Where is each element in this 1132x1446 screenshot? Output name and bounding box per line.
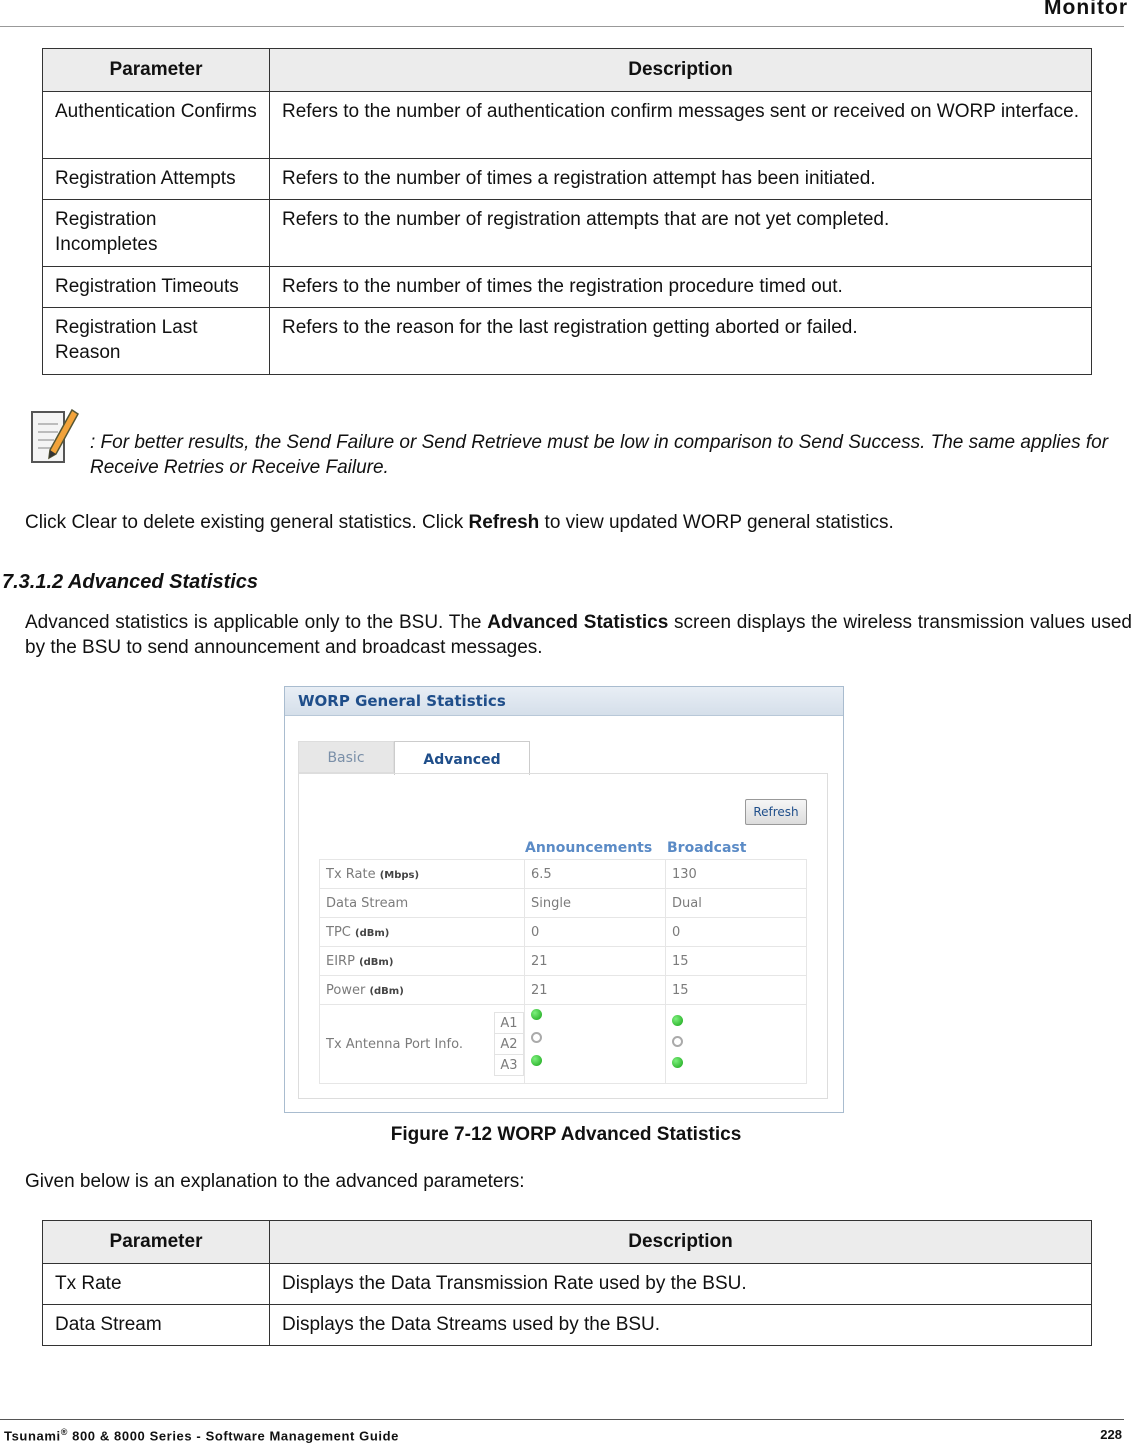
status-dot-icon (672, 1057, 683, 1068)
note-pencil-icon (28, 406, 80, 466)
stat-label-text: Data Stream (326, 895, 409, 911)
status-dot-icon (531, 1032, 542, 1043)
stat-unit: (dBm) (359, 956, 394, 968)
description-cell: Refers to the number of times the registration procedure timed out. (270, 267, 1092, 308)
stats-row (320, 889, 807, 918)
description-cell: Refers to the number of authentication confirm messages sent or received on WORP interface. (270, 92, 1092, 159)
footer-rule (0, 1419, 1124, 1420)
stat-label-text: EIRP (326, 953, 355, 969)
status-dot-icon (672, 1036, 683, 1047)
footer-guide-title (4, 1427, 399, 1443)
broadcast-value: Dual (666, 889, 807, 918)
parameter-cell: Tx Rate (43, 1264, 270, 1305)
footer-registered-mark: ® (60, 1427, 68, 1437)
description-cell: Refers to the number of registration attempts that are not yet completed. (270, 200, 1092, 267)
paragraph-bold-text: Refresh (468, 512, 540, 533)
description-cell: Displays the Data Streams used by the BSU. (270, 1305, 1092, 1346)
header-rule (0, 26, 1124, 27)
tab-advanced[interactable]: Advanced (394, 741, 530, 775)
table-header-row (43, 1221, 1092, 1264)
broadcast-value: 130 (666, 860, 807, 889)
description-cell: Displays the Data Transmission Rate used by the BSU. (270, 1264, 1092, 1305)
page-header-title: Monitor (1044, 0, 1128, 19)
paragraph-text: Advanced statistics is applicable only to the BSU. The (25, 612, 488, 633)
broadcast-antenna-status (666, 1005, 807, 1084)
column-header-description: Description (270, 49, 1092, 92)
column-header-description: Description (270, 1221, 1092, 1264)
stat-label (320, 947, 525, 976)
antenna-port-a2: A2 (495, 1034, 524, 1055)
stats-row (320, 918, 807, 947)
stat-unit: (Mbps) (379, 869, 420, 881)
refresh-button[interactable]: Refresh (745, 799, 807, 825)
parameter-table-1 (42, 48, 1092, 375)
status-dot-icon (672, 1015, 683, 1026)
parameter-cell: Data Stream (43, 1305, 270, 1346)
stat-label-text: TPC (326, 924, 351, 940)
description-cell: Refers to the number of times a registration attempt has been initiated. (270, 159, 1092, 200)
paragraph-text: screen displays the wireless transmission values used by the BSU to send announcement and broadcast messages. (25, 612, 1132, 658)
table-row (43, 200, 1092, 267)
table-row (43, 92, 1092, 159)
parameter-cell: Registration Attempts (43, 159, 270, 200)
table-header-row (43, 49, 1092, 92)
parameter-cell: Registration Incompletes (43, 200, 270, 267)
column-header-announcements: Announcements (525, 840, 653, 856)
stat-label-text: Power (326, 982, 366, 998)
antenna-port-a1: A1 (495, 1013, 524, 1034)
paragraph-text: to view updated WORP general statistics. (539, 512, 894, 533)
table-row (43, 159, 1092, 200)
stat-label-text: Tx Rate (326, 866, 376, 882)
tab-basic[interactable]: Basic (298, 741, 394, 773)
antenna-row (320, 1005, 807, 1084)
antenna-port-a3: A3 (495, 1055, 524, 1076)
table-row (43, 308, 1092, 375)
status-dot-icon (531, 1055, 542, 1066)
stat-label (320, 860, 525, 889)
footer-guide-name: 800 & 8000 Series - Software Management Guide (67, 1428, 399, 1444)
broadcast-value: 15 (666, 947, 807, 976)
stat-unit: (dBm) (369, 985, 404, 997)
footer-product: Tsunami (4, 1428, 61, 1444)
parameter-cell: Authentication Confirms (43, 92, 270, 159)
column-header-broadcast: Broadcast (667, 840, 747, 856)
table-row (43, 1305, 1092, 1346)
column-header-parameter: Parameter (43, 49, 270, 92)
stat-label (320, 918, 525, 947)
parameter-cell: Registration Timeouts (43, 267, 270, 308)
paragraph-advanced-info (25, 610, 1132, 660)
table-row (43, 267, 1092, 308)
stat-label (320, 889, 525, 918)
announcement-antenna-status (525, 1005, 666, 1084)
announcement-value: 0 (525, 918, 666, 947)
parameter-cell: Registration Last Reason (43, 308, 270, 375)
paragraph-explanation-intro: Given below is an explanation to the advanced parameters: (25, 1171, 525, 1192)
announcement-value: 21 (525, 976, 666, 1005)
paragraph-bold-text: Advanced Statistics (487, 612, 669, 633)
stats-row (320, 947, 807, 976)
figure-caption: Figure 7-12 WORP Advanced Statistics (390, 1124, 742, 1145)
worp-statistics-screenshot (284, 686, 844, 1113)
stat-unit: (dBm) (355, 927, 390, 939)
stats-row (320, 860, 807, 889)
antenna-label: Tx Antenna Port Info. (326, 1036, 463, 1052)
broadcast-value: 0 (666, 918, 807, 947)
panel-title: WORP General Statistics (285, 687, 843, 716)
section-heading: 7.3.1.2 Advanced Statistics (2, 571, 259, 593)
table-row (43, 1264, 1092, 1305)
antenna-port-list (494, 1012, 524, 1076)
announcement-value: Single (525, 889, 666, 918)
advanced-stats-table (319, 859, 807, 1084)
stat-label (320, 976, 525, 1005)
paragraph-text: Click Clear to delete existing general statistics. Click (25, 512, 469, 533)
status-dot-icon (531, 1009, 542, 1020)
page-number: 228 (1100, 1427, 1122, 1442)
parameter-table-2 (42, 1220, 1092, 1346)
broadcast-value: 15 (666, 976, 807, 1005)
note-text: : For better results, the Send Failure or Send Retrieve must be low in comparison to Send Success. The same applies for Receive Retries or Receive Failure. (90, 432, 1109, 478)
paragraph-refresh-info (25, 510, 1132, 535)
column-header-parameter: Parameter (43, 1221, 270, 1264)
announcement-value: 21 (525, 947, 666, 976)
description-cell: Refers to the reason for the last registration getting aborted or failed. (270, 308, 1092, 375)
stats-row (320, 976, 807, 1005)
announcement-value: 6.5 (525, 860, 666, 889)
antenna-label-cell (320, 1005, 525, 1084)
